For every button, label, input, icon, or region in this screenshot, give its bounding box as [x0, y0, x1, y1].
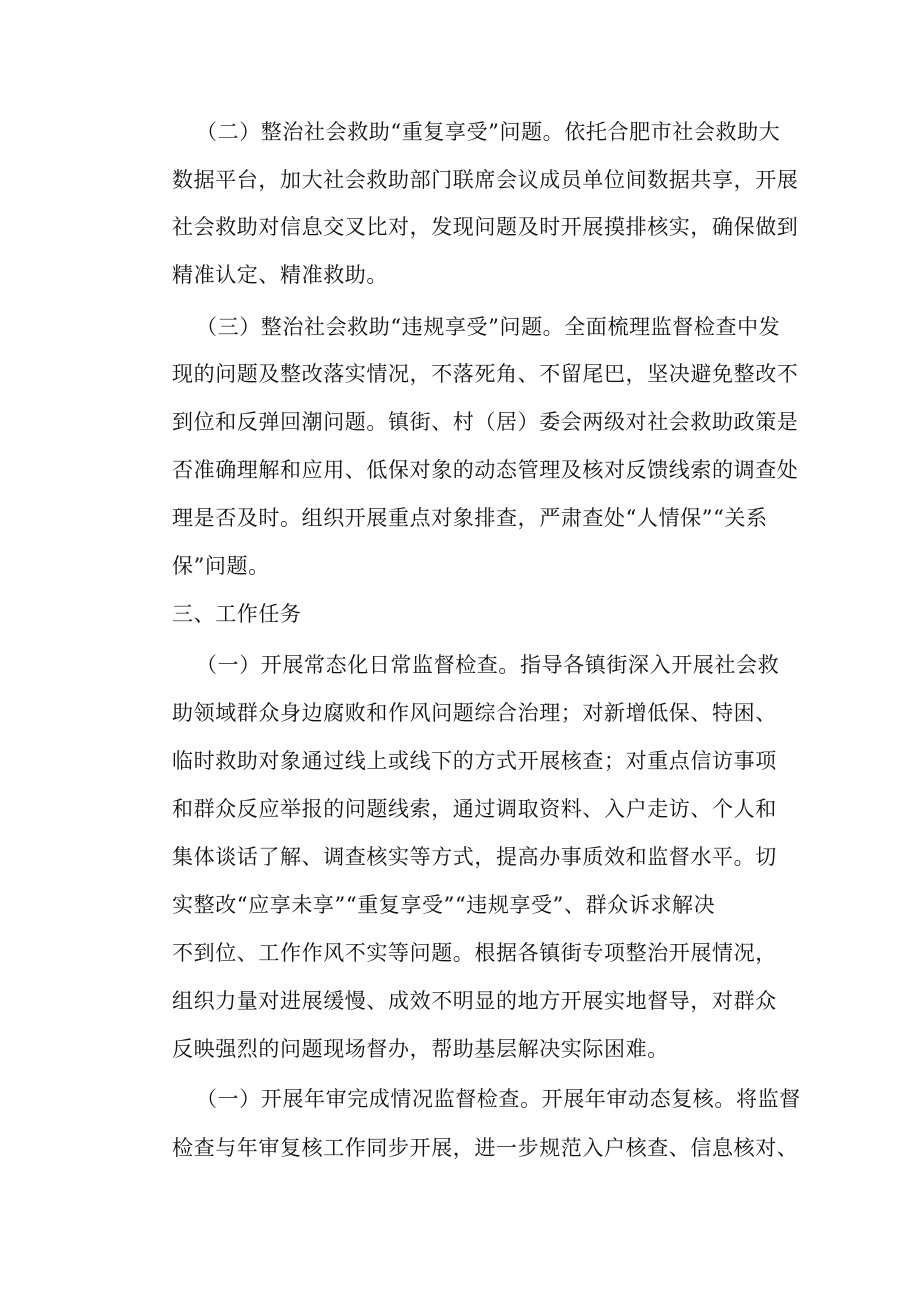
text-line: 到位和反弹回潮问题。镇街、村（居）委会两级对社会救助政策是	[172, 410, 799, 434]
text-line: 检查与年审复核工作同步开展，进一步规范入户核查、信息核对、	[172, 1136, 799, 1160]
text-line: （一）开展常态化日常监督检查。指导各镇街深入开展社会救	[196, 653, 780, 677]
heading-text: 三、工作任务	[172, 602, 302, 626]
text-line: 临时救助对象通过线上或线下的方式开展核查；对重点信访事项	[172, 749, 777, 773]
text-line: 和群众反应举报的问题线索，通过调取资料、入户走访、个人和	[172, 797, 777, 821]
text-line: 理是否及时。组织开展重点对象排查，严肃查处“人情保”“关系	[172, 506, 768, 530]
text-line: 数据平台，加大社会救助部门联席会议成员单位间数据共享，开展	[172, 168, 799, 192]
text-line: 不到位、工作作风不实等问题。根据各镇街专项整治开展情况，	[172, 941, 777, 965]
text-line: 集体谈话了解、调查核实等方式，提高办事质效和监督水平。切	[172, 845, 777, 869]
text-line: 助领域群众身边腐败和作风问题综合治理；对新增低保、特困、	[172, 701, 777, 725]
text-line: （一）开展年审完成情况监督检查。开展年审动态复核。将监督	[196, 1087, 801, 1111]
text-line: 实整改“应享未享”“重复享受”“违规享受”、群众诉求解决	[172, 893, 716, 917]
text-line: 反映强烈的问题现场督办，帮助基层解决实际困难。	[172, 1037, 669, 1061]
text-line: 精准认定、精准救助。	[172, 263, 388, 287]
text-line: 否准确理解和应用、低保对象的动态管理及核对反馈线索的调查处	[172, 458, 799, 482]
text-line: （三）整治社会救助“违规享受”问题。全面梳理监督检查中发	[196, 315, 781, 339]
text-line: （二）整治社会救助“重复享受”问题。依托合肥市社会救助大	[196, 120, 781, 144]
text-line: 组织力量对进展缓慢、成效不明显的地方开展实地督导，对群众	[172, 989, 777, 1013]
text-line: 保”问题。	[172, 554, 270, 578]
text-line: 社会救助对信息交叉比对，发现问题及时开展摸排核实，确保做到	[172, 215, 799, 239]
text-line: 现的问题及整改落实情况，不落死角、不留尾巴，坚决避免整改不	[172, 362, 799, 386]
